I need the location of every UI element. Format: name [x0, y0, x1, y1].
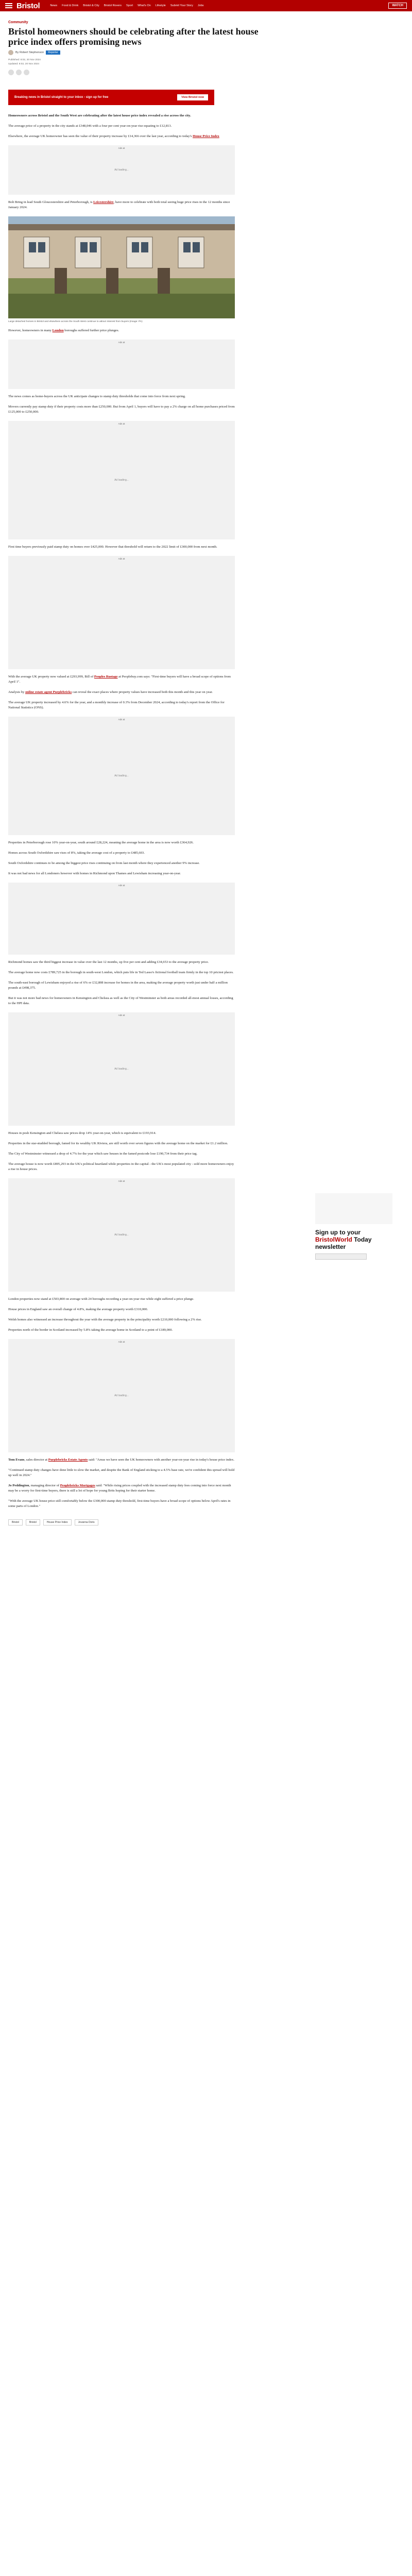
updated-date: Updated: 8:02, 20 Nov 2024	[8, 63, 40, 65]
paragraph: "Continued stamp duty changes have done little to slow the market, and despite the Bank of England sticking to a 4.5% base rate, we're confident this spread will hold up well in 2024."	[8, 1468, 235, 1477]
main-nav	[50, 4, 384, 7]
article-tags	[8, 1519, 297, 1526]
site-logo[interactable]: Bristol	[16, 1, 40, 10]
paragraph: Elsewhere, the average UK homeowner has seen the value of their property increase by £14,366 over the last year, according to today's House Price Index	[8, 134, 219, 138]
paragraph: First time buyers previously paid stamp duty on homes over £425,000. However that threshold will return to the 2022 limit of £300,000 from next month.	[8, 545, 217, 549]
paragraph: Houses in posh Kensington and Chelsea saw prices drop 14% year-on-year, which is equivalent to £193,914.	[8, 1131, 157, 1135]
london-link[interactable]: London	[52, 329, 64, 332]
author-avatar	[8, 50, 13, 55]
share-bar	[8, 70, 297, 75]
paragraph: South Oxfordshire continues to be among the biggest price rises continuing on from last month where they experienced another 9% increase.	[8, 861, 200, 865]
paragraph: The average price of a property in the city stands at £348,046 with a four per cent year-on-year rise equating to £12,813.	[8, 124, 172, 128]
email-share-icon[interactable]	[24, 70, 29, 75]
paragraph: But it was not more bad news for homeowners in Kensington and Chelsea as well as the City of Westminster as both areas recorded all-most annual losses, according to the HPI data.	[8, 996, 233, 1005]
facebook-share-icon[interactable]	[8, 70, 14, 75]
paragraph: The average home now costs £789,725 in the borough in south-west London, which puts life in Ted Lasso's fictional football team firmly in the top 10 priciest places.	[8, 971, 234, 974]
article-dates	[8, 58, 297, 66]
paragraph: Analysis by online estate agent Purplebricks can reveal the exact places where property values have increased both this month and this year on year.	[8, 690, 213, 694]
paragraph: Properties in the star-studded borough, famed for its wealthy UK Riviera, are still worth over seven figures with the average home on the market for £1.2 million.	[8, 1142, 228, 1145]
purplebricks-link[interactable]: online estate agent Purplebricks	[25, 690, 72, 694]
twitter-share-icon[interactable]	[16, 70, 22, 75]
promo-text: Breaking news in Bristol straight to your inbox - sign up for free	[14, 96, 109, 99]
sidebar-newsletter-promo	[315, 1229, 398, 1260]
paragraph: House prices in England saw an overall change of 4.8%, making the average property worth £310,000.	[8, 1308, 148, 1311]
article-category[interactable]: Community	[8, 21, 28, 24]
ad-slot[interactable]: Ads at Ad loading...	[8, 145, 235, 195]
hamburger-menu-icon[interactable]	[5, 3, 12, 8]
leicestershire-link[interactable]: Leicestershire	[93, 200, 114, 204]
ad-slot[interactable]: Ads at	[8, 340, 235, 389]
paragraph: London properties now stand at £503,800 on average with 24 boroughs recording a year-on-year rise while eight suffered a price plunge.	[8, 1297, 194, 1301]
author-name[interactable]: By Robert Stephenson	[15, 51, 44, 54]
paragraph: Properties north of the border in Scotland increased by 5.8% taking the average home in Scotland to a point of £189,000.	[8, 1328, 173, 1332]
nav-item-jobs[interactable]: Jobs	[197, 4, 204, 7]
nav-item-submit-story[interactable]: Submit Your Story	[170, 4, 193, 7]
author-role-badge: Reporter	[46, 50, 60, 55]
article	[8, 21, 297, 1526]
paragraph: With the average UK property now valued at £293,999, Bill of Peoples Rustage at Peoplebuy.com says: "First-time buyers will have a broad scope of options from April 1".	[8, 675, 231, 684]
tag[interactable]: Jovanna Doris	[75, 1519, 98, 1526]
paragraph: "With the average UK house price still comfortably below the £300,000 stamp duty threshold, first-time buyers have a broad scope of options below April's rates in some parts of London."	[8, 1499, 231, 1508]
nav-item-sport[interactable]: Sport	[126, 4, 133, 7]
ad-slot[interactable]: Ads at	[8, 883, 235, 955]
photo-caption: Large detached homes in Bristol and elsewhere across the South West continue to attract interest from buyers (Image: PA)	[8, 320, 143, 323]
nav-item-bristol-rovers[interactable]: Bristol Rovers	[104, 4, 122, 7]
article-title: Bristol homeowners should be celebrating after the latest house price index offers promising news	[8, 26, 259, 47]
ad-slot[interactable]: Ads at Ad loading...	[8, 1178, 235, 1292]
sidebar-newsletter-title: Sign up to your BristolWorld Today newsletter	[315, 1229, 372, 1250]
tag[interactable]: Bristol	[26, 1519, 40, 1526]
peoples-rustage-link[interactable]: Peoples Rustage	[94, 675, 118, 679]
nav-item-whats-on[interactable]: What's On	[138, 4, 151, 7]
nav-item-bristol-city[interactable]: Bristol & City	[83, 4, 99, 7]
promo-button[interactable]: View Bristol now	[177, 94, 208, 100]
paragraph: The City of Westminster witnessed a drop of 4.7% for the year which saw houses in the famed postcode lose £190,734 from their price tag.	[8, 1152, 198, 1156]
paragraph: Jo Peddington, managing director of Peoplebricks Mortgages said: "While rising prices coupled with the increased stamp duty fees coming into force next month may be a worry for first-time buyers, there is still a lot of hope for young Brits hoping for their starter home.	[8, 1484, 231, 1493]
nav-item-news[interactable]: News	[50, 4, 58, 7]
watch-button[interactable]: WATCH	[388, 3, 407, 9]
nav-item-lifestyle[interactable]: Lifestyle	[155, 4, 166, 7]
tag[interactable]: Bristol	[8, 1519, 23, 1526]
site-header	[0, 0, 412, 11]
paragraph: The average UK property increased by 4.6% for the year, and a monthly increase of 0.3% from December 2024, according to today's report from the Office for National Statistics (ONS).	[8, 701, 225, 709]
paragraph: Welsh homes also witnessed an increase throughout the year with the average property in the principality worth £210,000 following a 2% rise.	[8, 1318, 202, 1321]
ad-slot[interactable]: Ads at Ad loading...	[8, 1012, 235, 1126]
ad-slot[interactable]: Ads at	[8, 556, 235, 669]
nav-item-food-drink[interactable]: Food & Drink	[62, 4, 79, 7]
house-price-index-link[interactable]: House Price Index	[193, 134, 219, 138]
newsletter-promo	[8, 90, 214, 105]
terraced-houses-image	[8, 216, 235, 318]
paragraph: Tom Evans, sales director at Purplebricks Estate Agents said: "Areas we have seen the UK homeowners with another year-on-year rise in today's house price index.	[8, 1458, 234, 1462]
paragraph: Properties in Peterborough rose 10% year-on-year, south around £28,224, meaning the average home in the area is now worth £364,926.	[8, 841, 194, 844]
purplebricks-estate-agents-link[interactable]: Purplebricks Estate Agents	[48, 1458, 88, 1462]
paragraph: However, homeowners in many London boroughs suffered further price plunges.	[8, 329, 119, 332]
tag[interactable]: House Price Index	[43, 1519, 72, 1526]
sidebar-ad-slot[interactable]	[315, 1193, 392, 1224]
paragraph: Homes across South Oxfordshire saw rises of 8%, taking the average cost of a property to £485,603.	[8, 851, 145, 855]
paragraph: It was not bad news for all Londoners however with homes in Richmond upon Thames and Lewisham increasing year-on-year.	[8, 872, 181, 875]
byline	[8, 50, 297, 55]
paragraph: The south-east borough of Lewisham enjoyed a rise of 6% or £32,808 increase for homes in the area, making the average property worth just under half a million pounds at £498,375.	[8, 981, 228, 990]
sidebar-subscribe-button[interactable]	[315, 1253, 367, 1260]
ad-slot[interactable]: Ads at Ad loading...	[8, 1339, 235, 1452]
paragraph: Richmond homes saw the third biggest increase in value over the last 12 months, up five per cent and adding £34,653 to the average property price.	[8, 960, 209, 964]
page-container	[0, 21, 412, 1526]
paragraph: Movers currently pay stamp duty if their property costs more than £250,000. But from April 1, buyers will have to pay a 2% charge on all home purchases priced from £125,000 to £250,000.	[8, 405, 235, 414]
ad-slot[interactable]: Ads at Ad loading...	[8, 717, 235, 835]
article-photo[interactable]	[8, 216, 235, 318]
paragraph: The news comes as home-buyers across the UK anticipate changes to stamp duty thresholds that come into force from next spring.	[8, 395, 186, 398]
paragraph: Bolt Bring in lead South Gloucestershire and Peterborough, is Leicestershire, have more to celebrate with both total seeing huge price rises in the 12 months since January 2024.	[8, 200, 230, 209]
peoplebricks-mortgages-link[interactable]: Peoplebricks Mortgages	[60, 1484, 95, 1487]
ad-slot[interactable]: Ads at Ad loading...	[8, 421, 235, 539]
paragraph: The average house is now worth £895,293 in the UK's political heartland while properties in the capital - the UK's most populated city - sold more homeowners enjoy a rise in house prices.	[8, 1162, 234, 1171]
article-lead: Homeowners across Bristol and the South West are celebrating after the latest house price index revealed a rise across the city.	[8, 114, 191, 117]
published-date: Published: 8:02, 20 Nov 2024	[8, 59, 41, 61]
